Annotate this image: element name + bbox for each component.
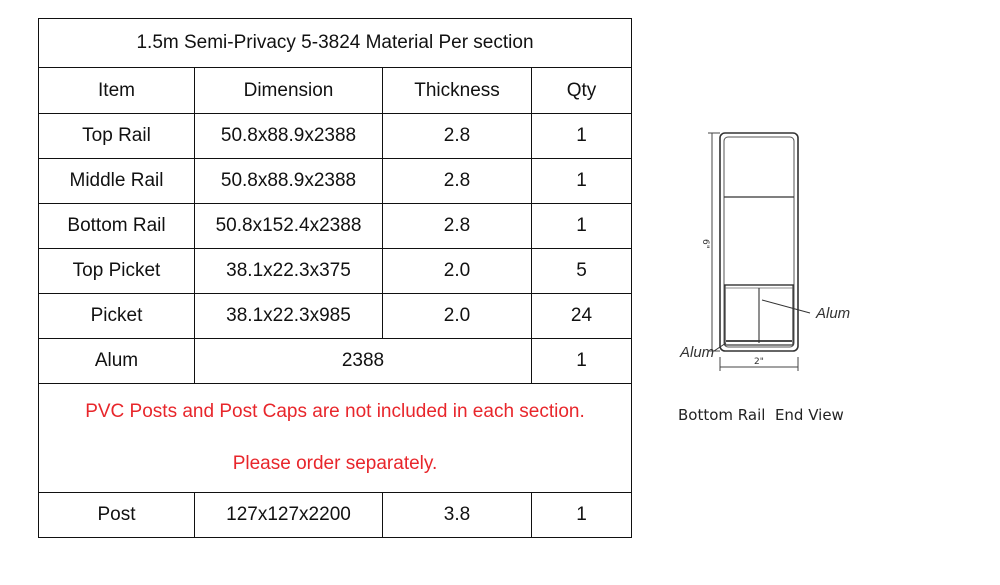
cell-thickness: 2.8 [383,114,532,159]
note-cell [39,384,632,493]
post-row [39,493,632,538]
cell-item: Top Picket [39,249,195,294]
bottom-rail-end-view-diagram [670,125,870,435]
cell-qty: 5 [532,249,632,294]
cell-dimension: 2388 [195,339,532,384]
cell-thickness: 2.0 [383,294,532,339]
cell-thickness: 2.8 [383,159,532,204]
diagram-caption: Bottom Rail End View [678,406,844,424]
table-row [39,114,632,159]
callout-alum-left: Alum [680,344,715,361]
cell-dimension: 50.8x88.9x2388 [195,159,383,204]
cell-qty: 1 [532,339,632,384]
table-row [39,159,632,204]
table-title: 1.5m Semi-Privacy 5-3824 Material Per section [39,19,632,68]
header-item: Item [39,68,195,114]
cell-dimension: 50.8x152.4x2388 [195,204,383,249]
end-view-drawing [670,125,870,435]
cell-item: Top Rail [39,114,195,159]
cell-qty: 1 [532,114,632,159]
callout-leader-right [762,300,810,313]
note-line-1: PVC Posts and Post Caps are not included in each section. [85,401,585,423]
header-row [39,68,632,114]
note-line-2: Please order separately. [232,453,438,474]
cell-qty: 1 [532,159,632,204]
table-row [39,294,632,339]
cell-dimension: 38.1x22.3x375 [195,249,383,294]
width-label: 2" [754,357,764,367]
table-row [39,249,632,294]
cell-item: Bottom Rail [39,204,195,249]
cell-qty: 1 [532,493,632,538]
alum-row [39,339,632,384]
cell-item: Picket [39,294,195,339]
cell-dimension: 38.1x22.3x985 [195,294,383,339]
cell-dimension: 50.8x88.9x2388 [195,114,383,159]
header-thickness: Thickness [383,68,532,114]
cell-item: Post [39,493,195,538]
cell-item: Middle Rail [39,159,195,204]
header-qty: Qty [532,68,632,114]
cell-thickness: 2.8 [383,204,532,249]
height-label: 6" [700,239,710,249]
cell-thickness: 2.0 [383,249,532,294]
cell-qty: 24 [532,294,632,339]
cell-thickness: 3.8 [383,493,532,538]
table-row [39,204,632,249]
cell-qty: 1 [532,204,632,249]
header-dimension: Dimension [195,68,383,114]
cell-item: Alum [39,339,195,384]
callout-alum-right: Alum [816,305,851,322]
cell-dimension: 127x127x2200 [195,493,383,538]
material-table [38,18,632,538]
